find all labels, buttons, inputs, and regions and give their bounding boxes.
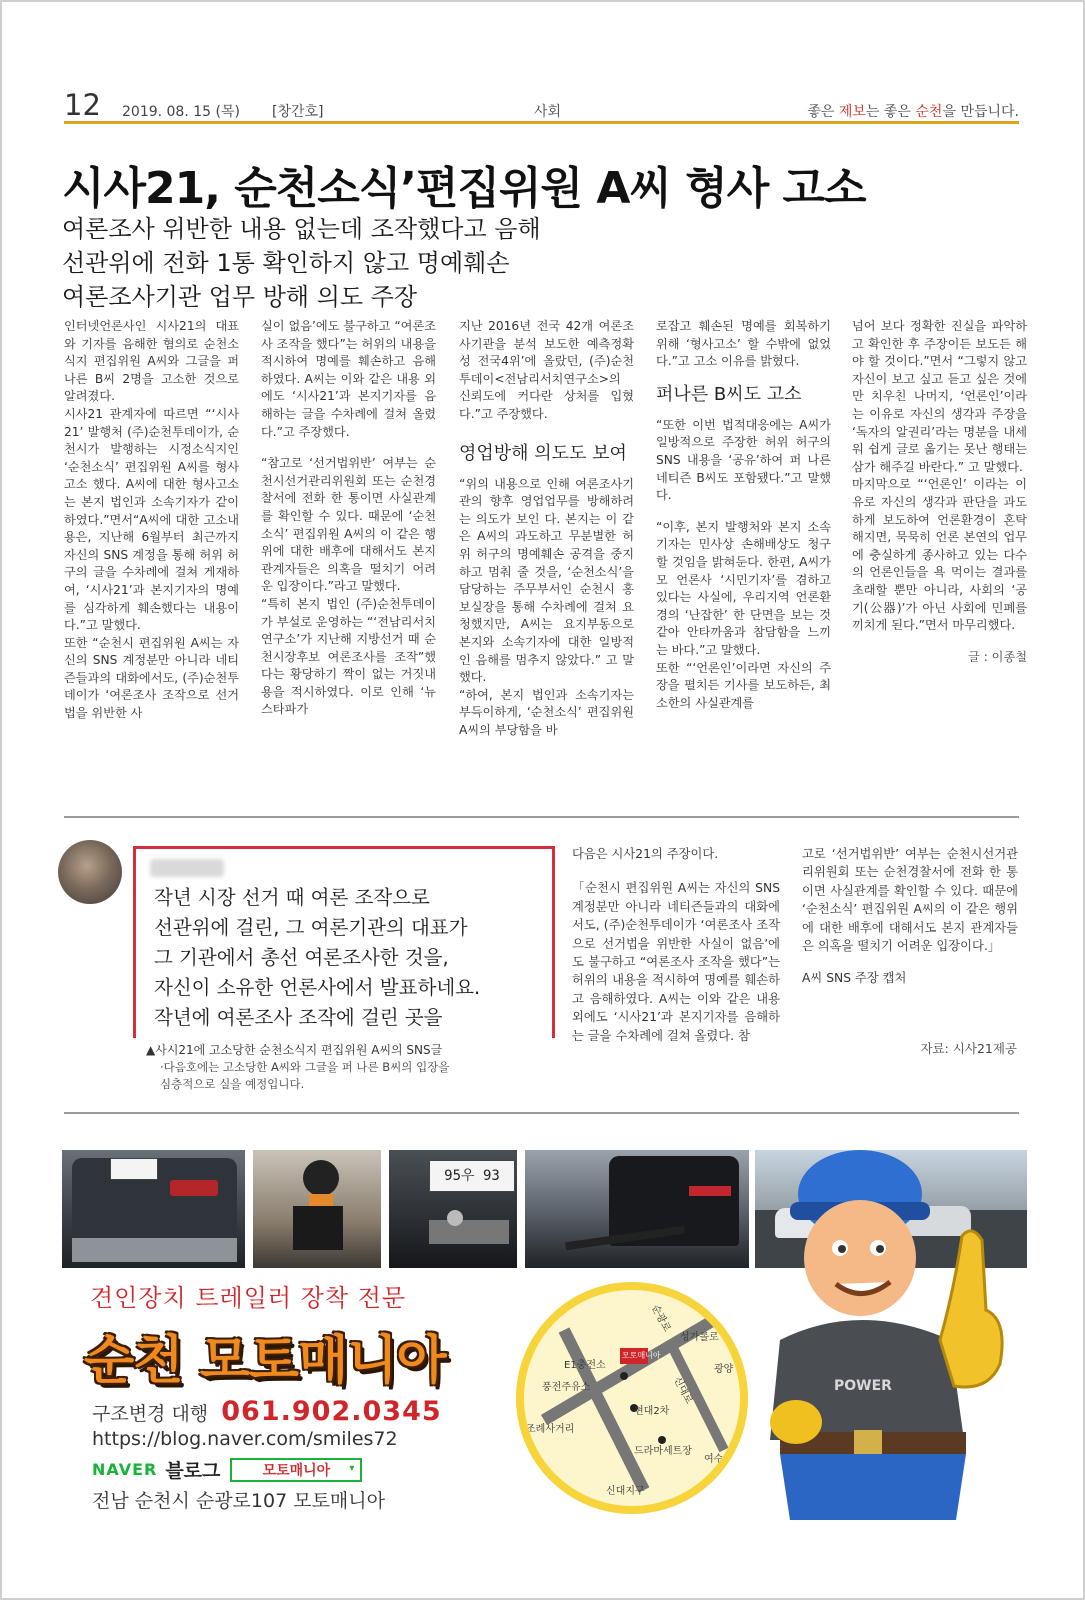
- subhead: 여론조사기관 업무 방해 의도 주장: [62, 283, 418, 311]
- ad-brand-name: 순천 모토매니아: [84, 1331, 446, 1391]
- paragraph: “위의 내용으로 인해 여론조사기관의 향후 영업업무를 방해하려는 의도가 보인 다. 본지는 이 같은 A씨의 과도하고 무분별한 허위 허구의 명예훼손 공격을 중지하고 멈춰 줄 것을, ‘순천소식’을 담당하는 주무부서인 순천시 홍보실장을 통해 수차례에 걸쳐 요청했지만, A씨는 요지부동으로 본지와 소속기자에 대한 일방적인 음해를 멈추지 않았다.” 고 말했다.: [459, 476, 634, 685]
- map-label-road-1: 순광로: [649, 1303, 673, 1334]
- article-column-5: [852, 318, 1027, 666]
- section-subhead: 퍼나른 B씨도 고소: [656, 383, 802, 405]
- article-body: [64, 318, 1027, 806]
- map-label-drama: 드라마세트장: [634, 1446, 692, 1457]
- source-credit: 자료: 시사21제공: [920, 1041, 1017, 1056]
- ad-photo-plate-hitch: [389, 1150, 517, 1268]
- map-label-joryesa: 조례사거리: [526, 1424, 575, 1435]
- location-map: [516, 1282, 748, 1514]
- issue-date: 2019. 08. 15 (목): [122, 104, 240, 120]
- paragraph: “특히 본지 법인 (주)순천투데이가 부설로 운영하는 “‘전남리서치연구소’가 지난해 지방선거 때 순천시장후보 여론조사를 조작”했다는 황당하기 짝이 없는 거짓내용을 적시하였다. 이로 인해 ‘뉴스타파가: [261, 596, 436, 717]
- map-store-marker: 모토매니아: [622, 1351, 661, 1360]
- paragraph: 마지막으로 “‘언론인’ 이라는 이유로 자신의 생각과 판단을 과도하게 보도하여 언론환경이 혼탁해지면, 묵묵히 언론 본연의 업무에 충실하게 종사하고 있는 다수의 언론인들을 욕 먹이는 결과를 초래할 뿐만 아니라, 사회의 ‘공기(公器)’가 아닌 사회에 민폐를 끼치게 된다.”면서 마무리했다.: [852, 477, 1027, 633]
- article-column-3: [459, 318, 634, 739]
- ad-naver-search: [92, 1456, 362, 1483]
- article-column-4: [656, 318, 831, 712]
- map-label-sindae: 신대지구: [606, 1486, 645, 1497]
- ad-phone-row: [92, 1396, 442, 1427]
- ad-phone-number[interactable]: 061.902.0345: [221, 1396, 442, 1427]
- blog-label: 블로그: [165, 1460, 221, 1482]
- ad-photo-bike-rack: [525, 1150, 749, 1268]
- chevron-down-icon: ▾: [349, 1462, 355, 1474]
- claim-column-1: [572, 845, 780, 1045]
- page-number: 12: [64, 88, 101, 122]
- paragraph: 로잡고 훼손된 명예를 회복하기 위해 ‘형사고소’ 할 수밖에 없었다.”고 고소 이유를 밝혔다.: [656, 319, 831, 369]
- section-subhead: 영업방해 의도도 보여: [459, 442, 627, 464]
- divider: [64, 1112, 1019, 1114]
- naver-logo: NAVER: [92, 1460, 158, 1479]
- ad-photo-tow-ball: [253, 1150, 381, 1268]
- issue-label: [창간호]: [272, 104, 324, 120]
- paragraph: 넘어 보다 정확한 진실을 파악하고 확인한 후 주장이든 보도든 해야 할 것이다.”면서 “그렇지 않고 자신이 보고 싶고 듣고 싶은 것에만 치우친 나머지, ‘언론인’이라는 이유로 자신의 생각과 주장을 ‘독자의 알권리’라는 명분을 내세워 쉽게 글로 옮기는 못난 행태는 삼가 해주길 바란다.” 고 말했다.: [852, 319, 1027, 474]
- paragraph: 고로 ‘선거법위반’ 여부는 순천시선거관리위원회 또는 순천경찰서에 전화 한 통이면 사실관계를 확인할 수 있다. 때문에 ‘순천소식’ 편집위원 A씨의 이 같은 행위에 대한 배후에 대해서도 본지 관계자들은 의혹을 떨치기 어려운 입장이다.」: [802, 847, 1018, 954]
- ad-address: 전남 순천시 순광로107 모토매니아: [92, 1490, 385, 1512]
- subheads: [62, 212, 541, 314]
- paragraph: “하여, 본지 법인과 소속기자는 부득이하게, ‘순천소식’ 편집위원 A씨의 부당함을 바: [459, 687, 634, 737]
- capture-note: A씨 SNS 주장 캡처: [802, 971, 907, 986]
- map-label-hyundai: 현대2차: [634, 1406, 670, 1417]
- map-label-e1: E1충전소: [564, 1360, 606, 1371]
- paragraph: 실이 없음’에도 불구하고 “여론조사 조작을 했다”는 허위의 내용을 적시하여 명예를 훼손하고 음해하였다. A씨는 이와 같은 내용 외에도 ‘시사21’과 본지기자를 음해하는 글을 수차례에 걸쳐 올렸다.”고 주장했다.: [261, 319, 436, 439]
- byline: 글 : 이종철: [968, 649, 1027, 664]
- mechanic-mascot: [750, 1140, 1020, 1520]
- paragraph: 인터넷언론사인 시사21의 대표와 기자를 음해한 혐의로 순천소식지 편집위원 A씨와 그글을 퍼 나른 B씨 2명을 고소한 것으로 알려졌다.: [64, 319, 239, 404]
- ad-photo-suv-rear: [62, 1150, 245, 1268]
- paragraph: 다음은 시사21의 주장이다.: [572, 847, 719, 861]
- paragraph: “또한 이번 법적대응에는 A씨가 일방적으로 주장한 허위 허구의 SNS 내용을 ‘공유’하여 퍼 나른 네티즌 B씨도 포함됐다.”고 말했다.: [656, 417, 831, 503]
- avatar: [58, 840, 122, 904]
- license-plate: 95우 93: [429, 1160, 515, 1192]
- paragraph: 지난 2016년 전국 42개 여론조사기관을 분석 보도한 예측정확성 전국4위’에 올랐던, (주)순천투데이<전남리서치연구소>의 신뢰도에 커다란 상처를 입혔다.”고 주장했다.: [459, 319, 634, 421]
- claim-column-2: [802, 845, 1018, 988]
- article-column-1: [64, 318, 239, 723]
- map-label-gwangyang: 광양: [714, 1364, 734, 1375]
- slogan: 좋은 제보는 좋은 순천을 만듭니다.: [807, 104, 1019, 120]
- section-name: 사회: [534, 104, 562, 120]
- paragraph: 또한 “‘언론인’이라면 자신의 주장을 펼치든 기사를 보도하든, 최소한의 사실관계를: [656, 660, 831, 710]
- paragraph: “참고로 ‘선거법위반’ 여부는 순천시선거관리위원회 또는 순천경찰서에 전화 한 통이면 사실관계를 확인할 수 있다. 때문에 ‘순천소식’ 편집위원 A씨의 이 같은 행위에 대한 배후에 대해서도 본지 관계자들은 의혹을 떨치기 어려운 입장이다.”라고 말했다.: [261, 456, 436, 594]
- sns-post-capture: [133, 846, 555, 1038]
- map-roads: [524, 1290, 740, 1506]
- map-label-seonggarak: 성가롤로: [680, 1332, 719, 1343]
- page-header: [64, 88, 1019, 124]
- subhead: 여론조사 위반한 내용 없는데 조작했다고 음해: [62, 215, 541, 243]
- paragraph: “이후, 본지 발행처와 본지 소속기자는 민사상 손해배상도 청구할 것임을 밝혀둔다. 한편, A씨가 모 언론사 ‘시민기자’를 겸하고 있다는 사실에, 우리지역 언론환경의 ‘난잡한’ 한 단면을 보는 것 같아 안타까움과 참담함을 느끼는 바다.”고 말했다.: [656, 519, 831, 657]
- blurred-username: [150, 859, 224, 877]
- headline: 시사21, 순천소식’편집위원 A씨 형사 고소: [62, 163, 866, 214]
- article-column-2: [261, 318, 436, 719]
- subhead: 선관위에 전화 1통 확인하지 않고 명예훼손: [62, 249, 510, 277]
- photo-caption: ▲사시21에 고소당한 순천소식지 편집위원 A씨의 SNS글 ·다음호에는 고소당한 A씨와 그글을 퍼 나른 B씨의 입장을 심층적으로 실을 예정입니다.: [146, 1043, 450, 1091]
- divider: [64, 816, 1019, 818]
- paragraph: 또한 “순천시 편집위원 A씨는 자신의 SNS 계정분만 아니라 네티즌들과의 대화에서도, (주)순천투데이가 ‘여론조사 조작으로 선거법을 위반한 사: [64, 635, 239, 721]
- ad-tagline: 견인장치 트레일러 장착 전문: [90, 1284, 407, 1312]
- ad-phone-label: 구조변경 대행: [92, 1403, 209, 1425]
- map-label-pungjeon: 풍전주유소: [542, 1382, 591, 1393]
- mascot-shirt-text: POWER: [834, 1378, 892, 1394]
- ad-blog-url[interactable]: https://blog.naver.com/smiles72: [92, 1428, 398, 1450]
- paragraph: 「순천시 편집위원 A씨는 자신의 SNS 계정분만 아니라 네티즌들과의 대화에서도, (주)순천투데이가 ‘여론조사 조작으로 선거법을 위반한 사실이 없음’에도 불구하고 “여론조사 조작을 했다”는 허위의 내용을 적시하여 명예를 훼손하고 음해하였다. A씨는 이와 같은 내용 외에도 ‘시사21’과 본지기자를 음해하는 글을 수차례에 걸쳐 올렸다. 참: [572, 881, 780, 1043]
- license-plate: [110, 1158, 158, 1180]
- sns-post-text: 작년 시장 선거 때 여론 조작으로 선관위에 걸린, 그 여론기관의 대표가 그 기관에서 총선 여론조사한 것을, 자신이 소유한 언론사에서 발표하네요. 작년에 여론조사 조작에 걸린 곳을: [154, 886, 481, 1029]
- map-label-road-2: 신대로: [671, 1375, 695, 1406]
- paragraph: 시사21 관계자에 따르면 “‘시사21’ 발행처 (주)순천투데이가, 순천시가 발행하는 시정소식지인 ‘순천소식’ 편집위원 A씨를 형사고소 했다. A씨에 대한 형사고소는 본지 법인과 소속기자가 같이 하였다.”면서“A씨에 대한 고소내용은, 지난해 6월부터 최근까지 자신의 SNS 계정을 통해 허위 허구의 글을 수차례에 걸쳐 게재하여, ‘시사21’과 본지기자의 명예를 심각하게 훼손했다는 내용이다.”고 말했다.: [64, 406, 239, 633]
- map-label-yeosu: 여수: [704, 1454, 724, 1465]
- naver-search-box[interactable]: 모토매니아 ▾: [230, 1458, 362, 1482]
